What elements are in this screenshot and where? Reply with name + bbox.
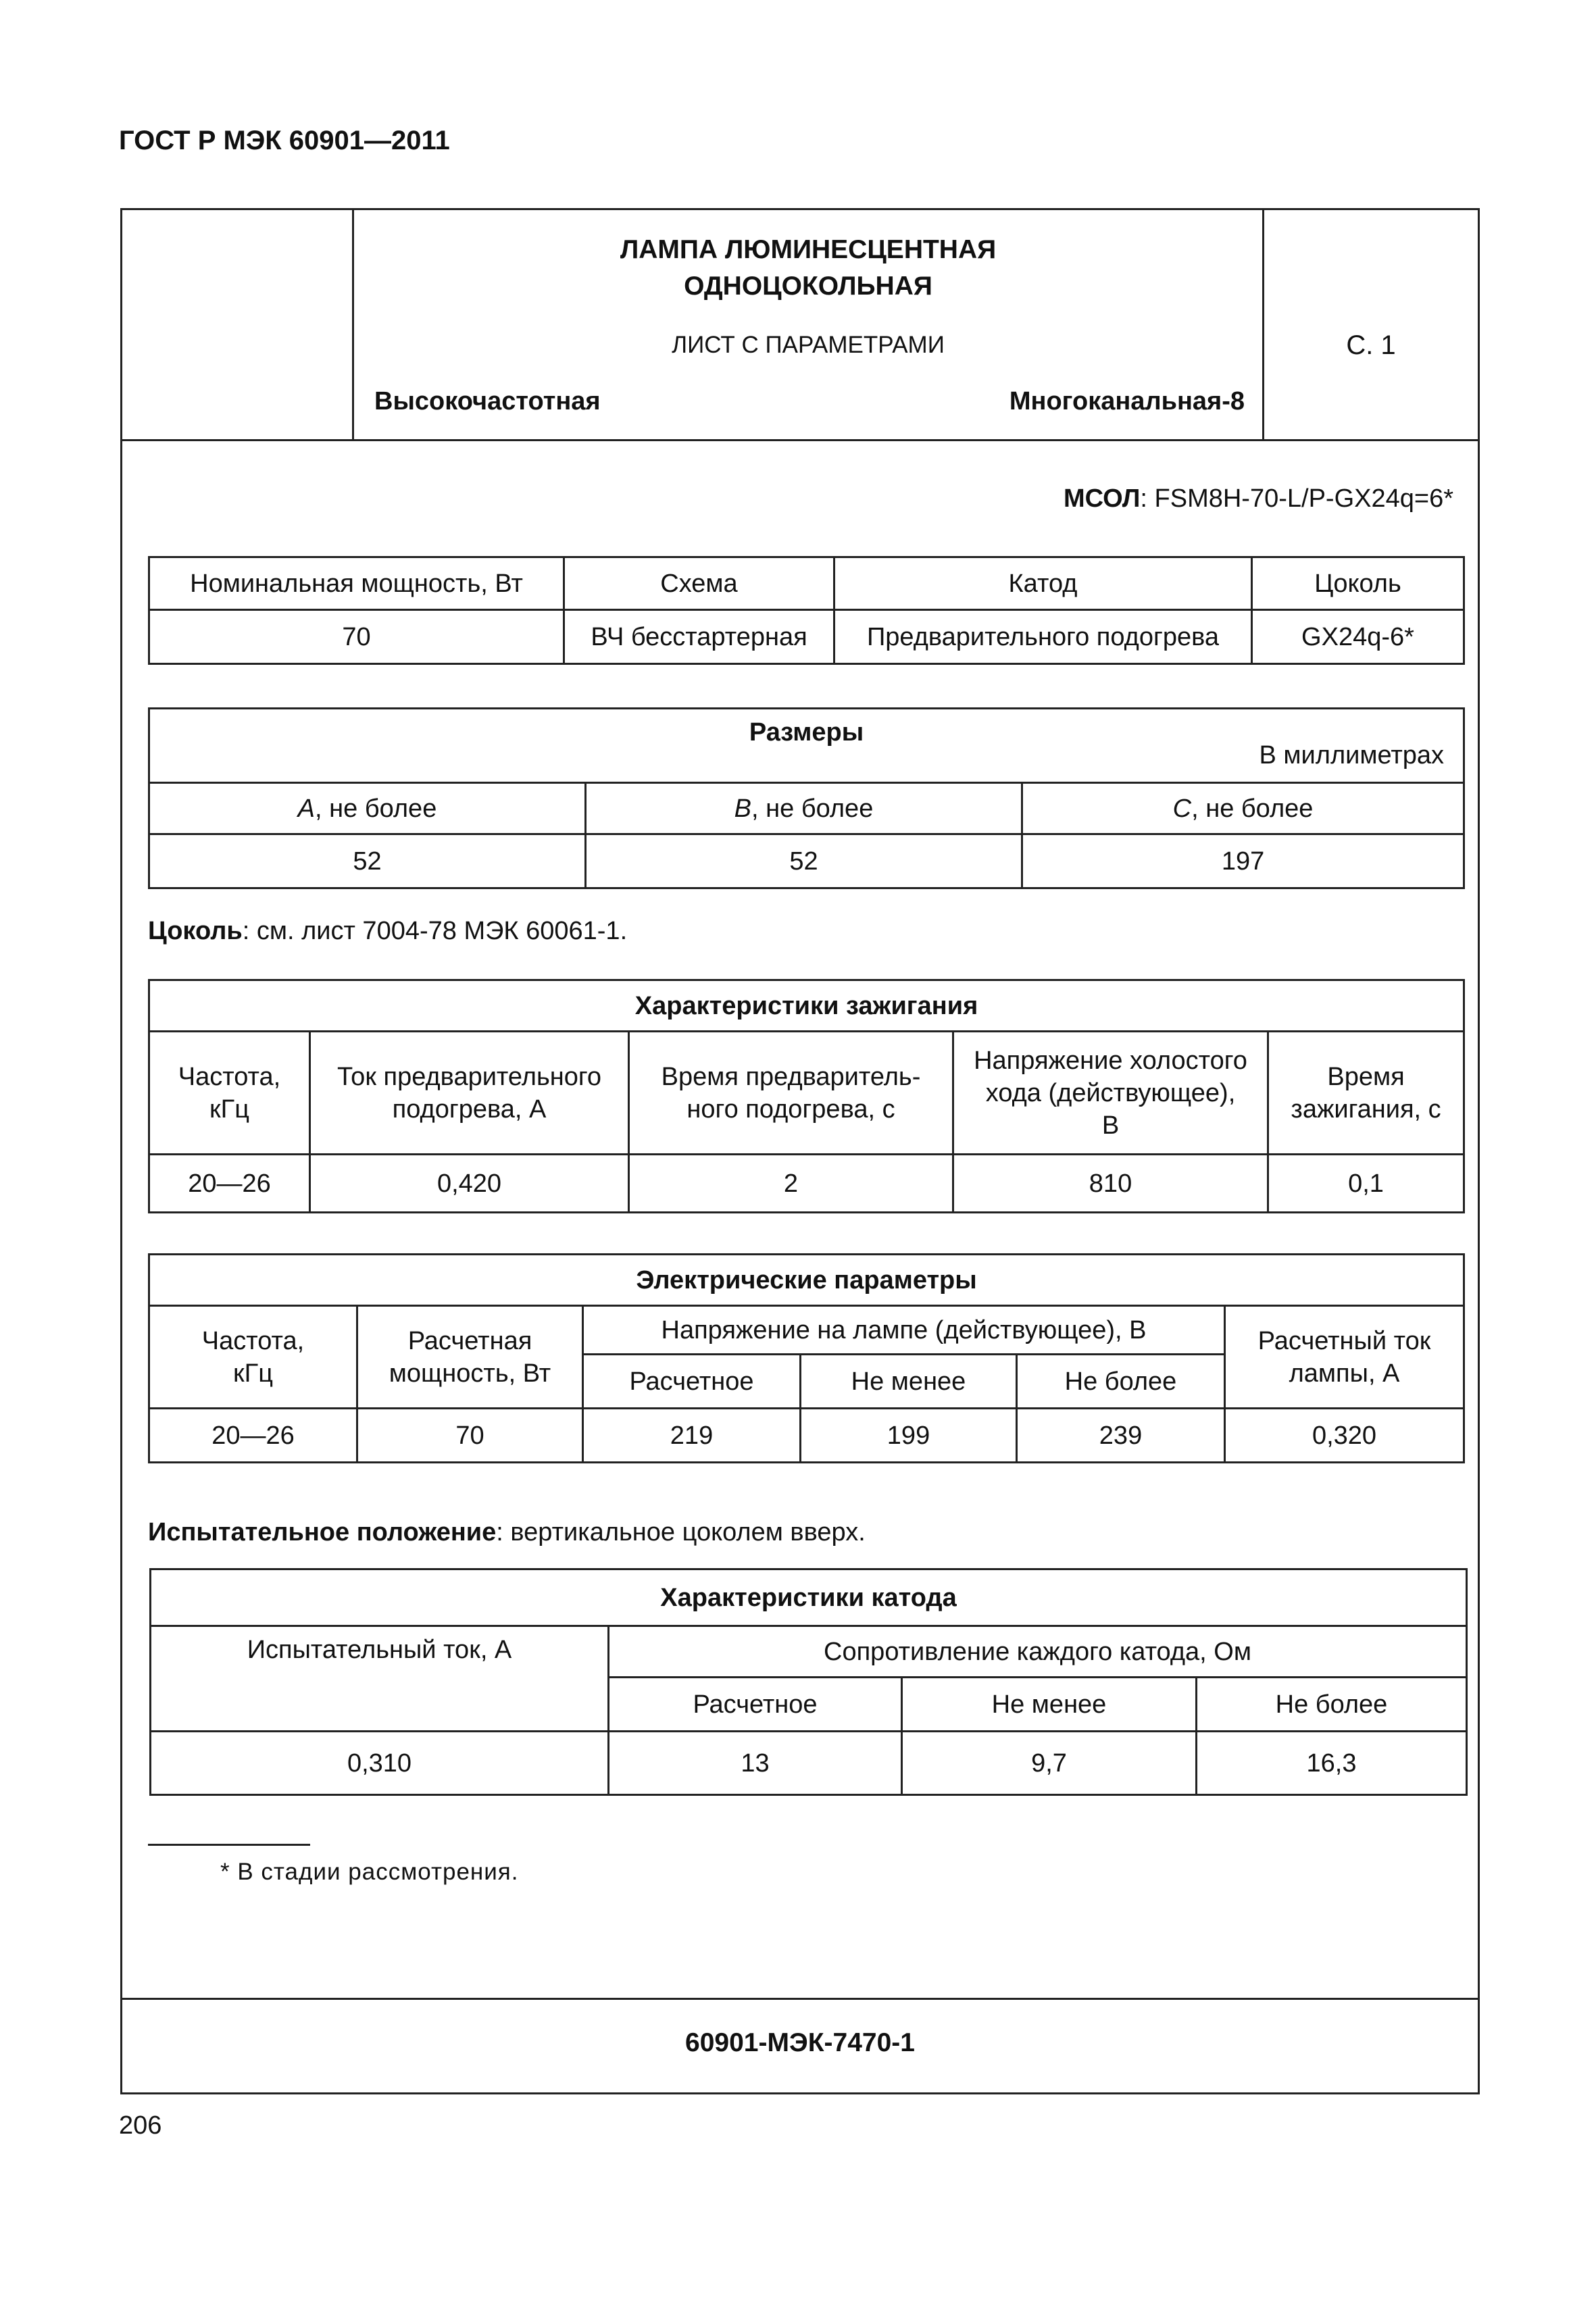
header-cell: Расчетное — [583, 1355, 801, 1409]
header-cell: C, не более — [1022, 783, 1464, 834]
table-cell: 20—26 — [149, 1409, 357, 1463]
lamp-variant-label: Многоканальная-8 — [1009, 387, 1245, 416]
sheet-code: 60901-МЭК-7470-1 — [685, 2028, 915, 2057]
footnote-rule — [148, 1844, 310, 1846]
table-cell: 13 — [609, 1732, 902, 1795]
table-cell: Предварительного подогрева — [834, 610, 1252, 664]
header-cell: Частота, кГц — [149, 1306, 357, 1409]
electrical-title: Электрические параметры — [149, 1255, 1464, 1306]
document-code: ГОСТ Р МЭК 60901—2011 — [119, 126, 450, 155]
table-cell: 70 — [149, 610, 564, 664]
table-cell: 810 — [953, 1155, 1268, 1213]
table-cell: 2 — [629, 1155, 953, 1213]
header-cell: Расчетное — [609, 1678, 902, 1732]
header-cell: Сопротивление каждого катода, Ом — [609, 1626, 1467, 1678]
header-left-cell — [122, 210, 354, 441]
header-cell: Испытательный ток, А — [151, 1626, 609, 1732]
table-cell: 0,310 — [151, 1732, 609, 1795]
sheet-page: С. 1 — [1346, 330, 1396, 360]
table-cell: 0,420 — [310, 1155, 629, 1213]
cathode-table — [149, 1568, 1468, 1796]
header-cell: Схема — [564, 557, 834, 610]
table-cell: 197 — [1022, 834, 1464, 888]
table-cell: 20—26 — [149, 1155, 310, 1213]
header-cell: Номинальная мощность, Вт — [149, 557, 564, 610]
table-cell: 0,320 — [1225, 1409, 1464, 1463]
page-number: 206 — [119, 2111, 162, 2140]
table-cell: 0,1 — [1268, 1155, 1464, 1213]
header-cell: Частота, кГц — [149, 1032, 310, 1155]
sheet-footer — [122, 1998, 1478, 2092]
header-cell: A, не более — [149, 783, 586, 834]
dimensions-units: В миллиметрах — [1259, 741, 1445, 770]
header-cell: Ток предварительного подогрева, А — [310, 1032, 629, 1155]
header-cell: Напряжение на лампе (действующее), В — [583, 1306, 1225, 1355]
header-cell: Время зажигания, с — [1268, 1032, 1464, 1155]
table-cell: ВЧ бесстартерная — [564, 610, 834, 664]
test-position-note: Испытательное положение: вертикальное цоколем вверх. — [148, 1518, 866, 1546]
table-cell: 70 — [357, 1409, 583, 1463]
header-cell: Расчетный ток лампы, А — [1225, 1306, 1464, 1409]
header-cell: Цоколь — [1252, 557, 1464, 610]
header-cell: Катод — [834, 557, 1252, 610]
table-cell: 16,3 — [1197, 1732, 1467, 1795]
dimensions-title: Размеры В миллиметрах — [149, 709, 1464, 783]
table-cell: 52 — [586, 834, 1022, 888]
header-page-cell — [1262, 210, 1478, 441]
table-cell: 199 — [801, 1409, 1017, 1463]
main-parameters-table — [148, 556, 1465, 665]
ignition-title: Характеристики зажигания — [149, 980, 1464, 1032]
dimensions-table — [148, 707, 1465, 889]
table-cell: 9,7 — [902, 1732, 1197, 1795]
footnote: * В стадии рассмотрения. — [220, 1859, 519, 1885]
ignition-table — [148, 979, 1465, 1213]
header-cell: Расчетная мощность, Вт — [357, 1306, 583, 1409]
table-cell: 239 — [1017, 1409, 1225, 1463]
header-title-cell — [354, 210, 1262, 441]
electrical-table — [148, 1253, 1465, 1463]
sheet-title: ЛАМПА ЛЮМИНЕСЦЕНТНАЯ ОДНОЦОКОЛЬНАЯ — [620, 235, 997, 301]
sheet-subtitle: ЛИСТ С ПАРАМЕТРАМИ — [672, 332, 945, 358]
header-cell: Время предваритель- ного подогрева, с — [629, 1032, 953, 1155]
table-cell: GX24q-6* — [1252, 610, 1464, 664]
header-cell: Не менее — [801, 1355, 1017, 1409]
cap-note: Цоколь: см. лист 7004-78 МЭК 60061-1. — [148, 917, 628, 945]
lamp-type-label: Высокочастотная — [374, 387, 601, 416]
table-cell: 52 — [149, 834, 586, 888]
lamp-designation: МСОЛ: FSM8H-70-L/P-GX24q=6* — [1063, 484, 1453, 513]
parameter-sheet-frame — [120, 208, 1480, 2094]
header-cell: B, не более — [586, 783, 1022, 834]
header-cell: Не более — [1197, 1678, 1467, 1732]
header-cell: Не более — [1017, 1355, 1225, 1409]
cathode-title: Характеристики катода — [151, 1569, 1467, 1626]
table-cell: 219 — [583, 1409, 801, 1463]
header-cell: Не менее — [902, 1678, 1197, 1732]
header-cell: Напряжение холостого хода (действующее), В — [953, 1032, 1268, 1155]
